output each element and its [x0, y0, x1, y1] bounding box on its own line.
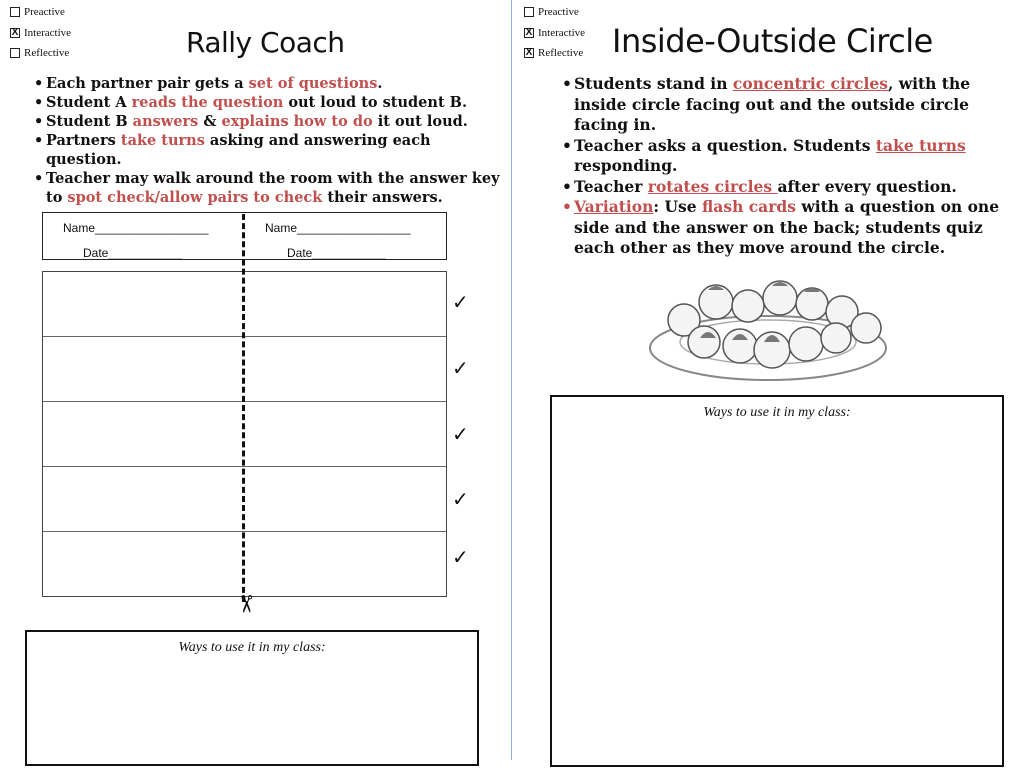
bullet-text: .	[377, 75, 383, 92]
bullet-text: with a question on one side and the answer on the back; students quiz each other as they move around the circle.	[574, 197, 1000, 257]
bullet-item	[32, 93, 502, 112]
cut-line	[242, 214, 245, 602]
date-label-b: Date___________	[287, 246, 386, 260]
checkbox-interactive-left[interactable]	[10, 27, 71, 39]
highlight-text: answers	[132, 113, 199, 130]
checkbox-label: Interactive	[24, 27, 72, 39]
page-title-inside-outside: Inside-Outside Circle	[612, 22, 933, 60]
checkbox-interactive-right[interactable]	[524, 27, 585, 39]
bullet-text: out loud to student B.	[283, 94, 467, 111]
checkbox-label: Preactive	[538, 6, 579, 18]
ways-box-left[interactable]	[25, 630, 479, 766]
highlight-text: Variation	[574, 197, 654, 216]
checkbox-preactive-left[interactable]	[10, 6, 65, 18]
check-icon: ✓	[452, 290, 469, 314]
highlight-text: flash cards	[702, 197, 796, 216]
name-label-b: Name_________________	[265, 221, 411, 235]
check-icon: ✓	[452, 545, 469, 569]
checkbox-box[interactable]	[524, 7, 534, 17]
bullet-item	[32, 112, 502, 131]
bullet-text: asking and answering each question.	[46, 132, 431, 168]
checkbox-box[interactable]	[10, 48, 20, 58]
bullet-item	[560, 74, 1000, 136]
bullet-text: : Use	[653, 197, 703, 216]
bullet-text: it out loud.	[372, 113, 468, 130]
date-label-a: Date___________	[83, 246, 182, 260]
checkbox-label: Preactive	[24, 6, 65, 18]
checkbox-reflective-right[interactable]	[524, 47, 583, 59]
highlight-text: rotates circles	[647, 176, 778, 196]
left-bullet-list	[32, 74, 502, 207]
bullet-item	[560, 177, 1000, 198]
checkbox-reflective-left[interactable]	[10, 47, 69, 59]
bullet-text: , with the inside circle facing out and the outside circle facing in.	[574, 74, 971, 134]
checkbox-box[interactable]: X	[11, 27, 19, 38]
checkbox-box[interactable]	[10, 7, 20, 17]
bullet-text: Teacher may walk around the room with the answer key to	[46, 170, 500, 206]
highlight-text: concentric circles	[732, 74, 888, 93]
bullet-text: Each partner pair gets a	[46, 75, 249, 92]
highlight-text: explains how to do	[221, 113, 373, 130]
scissors-icon: ✂	[232, 593, 261, 615]
ways-label: Ways to use it in my class:	[178, 640, 326, 655]
bullet-text: after every question.	[777, 176, 957, 196]
bullet-text: Students stand in	[574, 74, 733, 93]
highlight-text: spot check/allow pairs to check	[67, 189, 323, 206]
bullet-text: responding.	[574, 156, 678, 175]
highlight-text: set of questions	[248, 75, 378, 92]
name-label-a: Name_________________	[63, 221, 209, 235]
bullet-item	[32, 74, 502, 93]
checkbox-box[interactable]: X	[525, 27, 533, 38]
bullet-item	[32, 131, 502, 169]
bullet-text: their answers.	[322, 189, 443, 206]
ways-box-right[interactable]	[550, 395, 1004, 767]
concentric-circles-illustration	[644, 280, 892, 386]
bullet-item	[560, 136, 1000, 177]
check-icon: ✓	[452, 487, 469, 511]
right-bullet-list	[560, 74, 1000, 259]
checkbox-label: Reflective	[538, 47, 584, 59]
bullet-item	[32, 169, 502, 207]
page-title-rally-coach: Rally Coach	[186, 26, 345, 59]
bullet-text: Teacher asks a question. Students	[574, 135, 876, 155]
ways-label: Ways to use it in my class:	[703, 405, 851, 420]
page-divider	[511, 0, 512, 760]
bullet-text: Teacher	[574, 176, 648, 196]
bullet-item	[560, 197, 1000, 259]
checkbox-box[interactable]: X	[525, 47, 533, 58]
checkbox-label: Reflective	[24, 47, 70, 59]
highlight-text: take turns	[120, 132, 205, 149]
bullet-text: Partners	[46, 132, 121, 149]
highlight-text: reads the question	[131, 94, 284, 111]
bullet-text: Student B	[46, 113, 133, 130]
checkbox-preactive-right[interactable]	[524, 6, 579, 18]
highlight-text: take turns	[875, 135, 966, 155]
check-icon: ✓	[452, 422, 469, 446]
bullet-text: Student A	[46, 94, 132, 111]
check-icon: ✓	[452, 356, 469, 380]
bullet-text: &	[198, 113, 222, 130]
checkbox-label: Interactive	[538, 27, 586, 39]
